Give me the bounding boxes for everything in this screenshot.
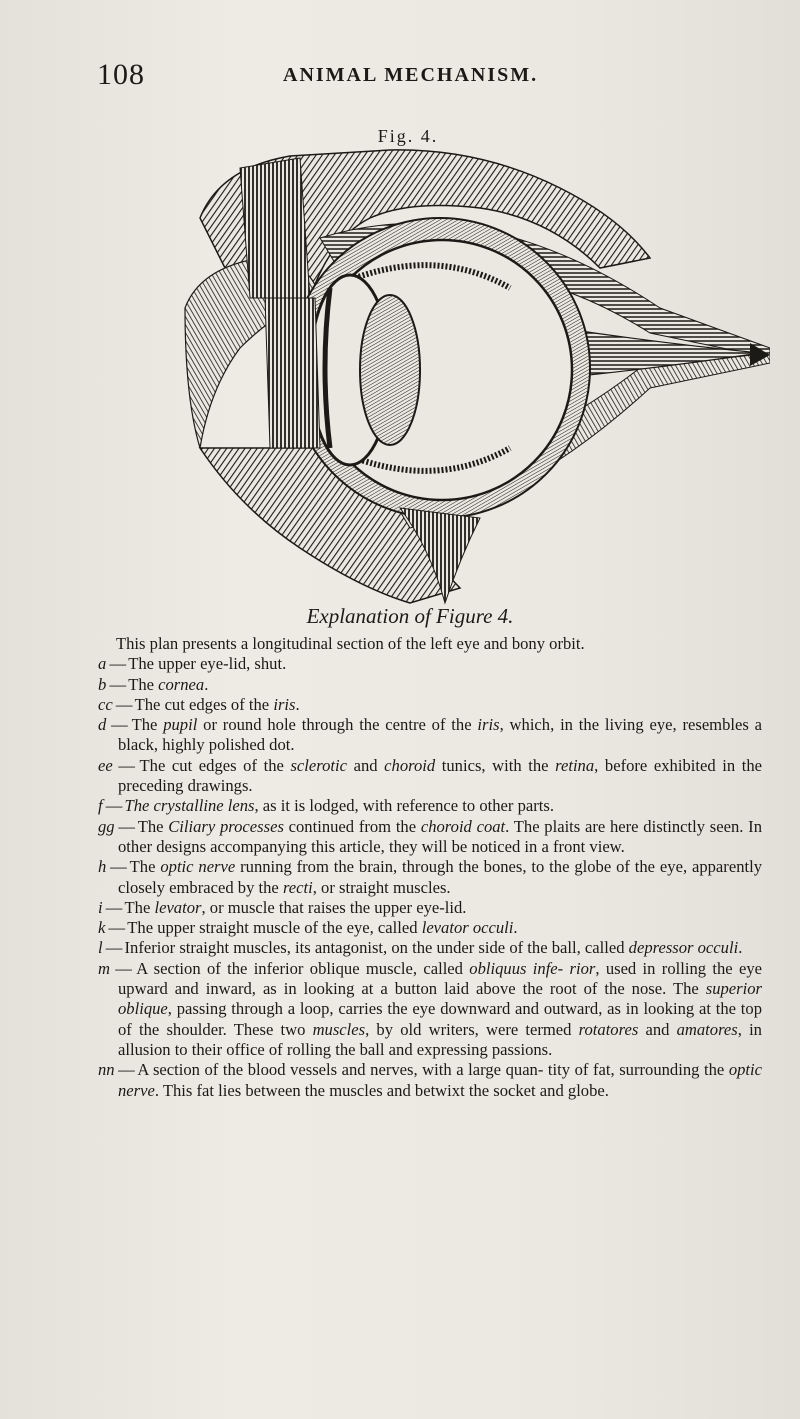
entry-text: The upper straight muscle of the eye, called (127, 918, 422, 938)
legend-entry-gg (98, 817, 762, 858)
entry-text: A section of the blood vessels and nerves, with a large quan- tity of fat, surrounding the (137, 1060, 729, 1080)
entry-term: pupil (163, 715, 198, 735)
figure-label: Fig. 4. (377, 126, 439, 146)
entry-text: The (131, 715, 164, 735)
entry-dash: — (106, 674, 129, 694)
entry-term: levator occuli (421, 918, 514, 938)
entry-term: optic nerve (118, 1060, 762, 1100)
entry-dash: — (102, 796, 125, 816)
entry-letter: l (98, 938, 103, 958)
eye-section-illustration (180, 148, 770, 608)
entry-dash: — (112, 694, 135, 714)
entry-letter: h (98, 857, 107, 877)
entry-text: The (124, 897, 155, 917)
entry-letter: gg (98, 816, 115, 836)
entry-letter: m (98, 958, 110, 978)
entry-dash: — (106, 857, 130, 877)
legend-entry-h (98, 857, 762, 898)
entry-text: The (128, 674, 159, 694)
legend-entry-cc (98, 695, 762, 715)
entry-term: muscles (312, 1019, 366, 1039)
entry-term: obliquus infe- rior (469, 958, 596, 978)
entry-text: and (638, 1019, 677, 1039)
entry-term: choroid coat (420, 816, 506, 836)
entry-term: Ciliary processes (168, 816, 284, 836)
entry-text: The cut edges of the (139, 755, 291, 775)
entry-text: , as it is lodged, with reference to other parts. (254, 796, 554, 816)
entry-text: , passing through a loop, carries the eye downward and outward, as in looking at the top of the shoulder. These two (118, 999, 762, 1039)
entry-text: The cut edges of the (134, 694, 274, 714)
entry-letter: f (98, 796, 103, 816)
entry-text: Inferior straight muscles, its antagonist, on the under side of the ball, called (124, 938, 629, 958)
entry-text: and (347, 755, 385, 775)
legend-entry-b (98, 675, 762, 695)
entry-term: choroid (384, 755, 436, 775)
entry-term: cornea (158, 674, 205, 694)
explanation-title: Explanation of Figure 4. (306, 604, 514, 628)
entry-dash: — (102, 938, 125, 958)
entry-text: . The plaits are here distinctly seen. In other designs accompanying this article, they will be noticed in a front view. (118, 816, 763, 856)
entry-term: retina (555, 755, 595, 775)
entry-term: The crystalline lens (124, 796, 255, 816)
entry-text: , which, in the living eye, resembles a black, highly polished dot. (118, 715, 763, 755)
entry-term: iris (273, 694, 296, 714)
entry-term: rotatores (578, 1019, 639, 1039)
legend-entry-nn (98, 1060, 762, 1101)
entry-text: . This fat lies between the muscles and betwixt the socket and globe. (154, 1080, 609, 1100)
entry-letter: d (98, 715, 107, 735)
entry-term: amatores (676, 1019, 738, 1039)
entry-dash: — (114, 1060, 138, 1080)
entry-text: or round hole through the centre of the (197, 715, 478, 735)
legend-entry-i (98, 898, 762, 918)
entry-letter: k (98, 918, 106, 938)
entry-dash: — (112, 755, 140, 775)
entry-letter: nn (98, 1060, 115, 1080)
page-number: 108 (97, 58, 145, 91)
entry-text: , used in rolling the eye upward and inward, as in looking at a button laid above the root of the nose. The (118, 958, 762, 999)
legend-entry-k (98, 918, 762, 938)
entry-text: . (513, 918, 518, 938)
page-header (0, 58, 800, 98)
entry-term: depressor occuli (628, 938, 739, 958)
entry-letter: a (98, 654, 107, 674)
entry-letter: i (98, 897, 103, 917)
legend-entry-ee (98, 756, 762, 797)
entry-text: , or muscle that raises the upper eye-lid. (201, 897, 467, 917)
entry-dash: — (105, 918, 128, 938)
legend-entry-f (98, 796, 762, 816)
entry-text: , before exhibited in the preceding drawings. (118, 755, 762, 796)
entry-text: , by old writers, were termed (365, 1019, 579, 1039)
entry-text: . (295, 694, 300, 714)
entry-dash: — (106, 654, 129, 674)
entry-term: sclerotic (290, 755, 347, 775)
entry-text: tunics, with the (435, 755, 556, 775)
entry-letter: cc (98, 694, 113, 714)
entry-dash: — (114, 816, 138, 836)
entry-text: The (129, 857, 161, 877)
entry-term: recti (282, 877, 313, 897)
entry-text: continued from the (283, 816, 421, 836)
entry-dash: — (109, 958, 137, 978)
entry-text: running from the brain, through the bones, to the globe of the eye, apparently closely embraced by the (118, 857, 763, 897)
legend-entry-d (98, 715, 762, 756)
entry-text: The upper eye-lid, shut. (128, 654, 287, 674)
entry-dash: — (106, 715, 132, 735)
legend-entry-m (98, 959, 762, 1060)
legend-entry-l (98, 938, 762, 958)
entry-term: optic nerve (160, 857, 236, 877)
entry-text: The (137, 816, 169, 836)
intro-paragraph: This plan presents a longitudinal section of the left eye and bony orbit. (116, 634, 585, 653)
explanation-body (98, 634, 762, 1101)
entry-dash: — (102, 897, 125, 917)
eye-engraving-svg (180, 148, 770, 608)
entry-letter: ee (98, 755, 113, 775)
entry-term: levator (154, 897, 202, 917)
entry-term: superior oblique (118, 979, 762, 1019)
entry-text: . (738, 938, 743, 958)
entry-letter: b (98, 674, 107, 694)
entry-text: , in allusion to their office of rolling the ball and expressing passions. (118, 1019, 762, 1059)
entry-text: . (204, 674, 209, 694)
entry-term: iris (477, 715, 500, 735)
running-head: ANIMAL MECHANISM. (283, 64, 539, 86)
legend-entries (98, 654, 762, 1101)
legend-entry-a (98, 654, 762, 674)
entry-text: A section of the inferior oblique muscle, called (136, 958, 470, 978)
entry-text: , or straight muscles. (312, 877, 451, 897)
